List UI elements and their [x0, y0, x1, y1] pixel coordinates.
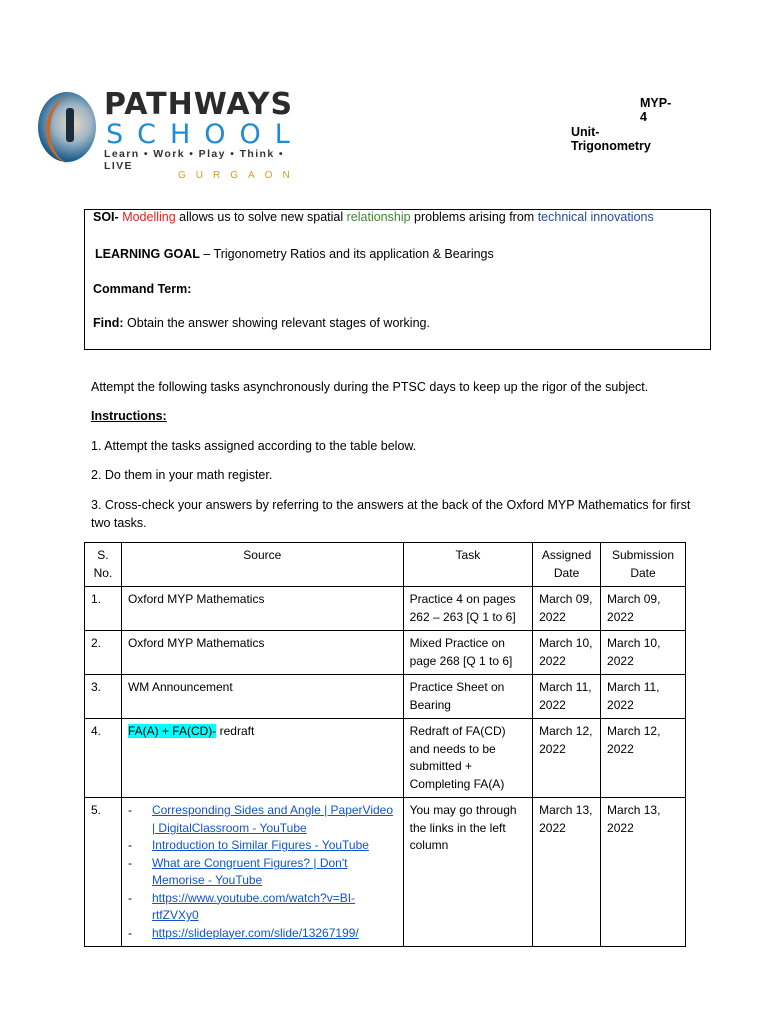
- cell-task: Redraft of FA(CD) and needs to be submitted + Completing FA(A): [403, 719, 533, 798]
- cell-source: Oxford MYP Mathematics: [121, 631, 403, 675]
- school-logo: [38, 86, 304, 184]
- find-label: Find:: [93, 316, 124, 330]
- cell-assigned: March 10, 2022: [533, 631, 601, 675]
- logo-location: GURGAON: [178, 170, 300, 181]
- source-rest: redraft: [216, 724, 255, 738]
- soi-relationship: relationship: [346, 210, 411, 224]
- cell-sno: 2.: [85, 631, 122, 675]
- unit-label: Unit-Trigonometry: [571, 125, 651, 153]
- instruction-step-1: 1. Attempt the tasks assigned according to the table below.: [91, 439, 417, 453]
- header-source: Source: [121, 543, 403, 587]
- cell-source: Oxford MYP Mathematics: [121, 587, 403, 631]
- soi-modelling: Modelling: [122, 210, 176, 224]
- intro-text: Attempt the following tasks asynchronously during the PTSC days to keep up the rigor of the subject.: [91, 380, 649, 394]
- link-item: [128, 855, 397, 890]
- cell-sno: 1.: [85, 587, 122, 631]
- instruction-step-3: 3. Cross-check your answers by referring to the answers at the back of the Oxford MYP Mathematics for first two tasks.: [91, 498, 691, 530]
- cell-submission: March 11, 2022: [601, 675, 686, 719]
- learning-goal-label: LEARNING GOAL: [95, 247, 200, 261]
- link-list: [128, 802, 397, 942]
- grade-label: MYP-4: [640, 96, 672, 124]
- link-item: [128, 925, 397, 943]
- cell-task: Mixed Practice on page 268 [Q 1 to 6]: [403, 631, 533, 675]
- cell-submission: March 09, 2022: [601, 587, 686, 631]
- cell-sno: 5.: [85, 798, 122, 947]
- logo-name: PATHWAYS: [104, 87, 294, 122]
- soi-text-2: problems arising from: [410, 210, 538, 224]
- find-text: Obtain the answer showing relevant stages of working.: [123, 316, 430, 330]
- logo-school: SCHOOL: [106, 119, 304, 150]
- learning-goal-text: – Trigonometry Ratios and its application & Bearings: [199, 247, 494, 261]
- soi-text-1: allows us to solve new spatial: [175, 210, 347, 224]
- command-term-label: Command Term:: [93, 282, 192, 296]
- cell-sno: 4.: [85, 719, 122, 798]
- table-row: [85, 798, 686, 947]
- cell-source: [121, 719, 403, 798]
- header-task: Task: [403, 543, 533, 587]
- cell-task: Practice 4 on pages 262 – 263 [Q 1 to 6]: [403, 587, 533, 631]
- cell-submission: March 10, 2022: [601, 631, 686, 675]
- table-row: [85, 675, 686, 719]
- soi-line: [93, 210, 654, 224]
- link-item: [128, 837, 397, 855]
- soi-box: [84, 209, 711, 350]
- instruction-step-2: 2. Do them in your math register.: [91, 468, 273, 482]
- soi-prefix: SOI-: [93, 210, 119, 224]
- link-slideplayer-url[interactable]: https://slideplayer.com/slide/13267199/: [151, 925, 359, 940]
- cell-assigned: March 13, 2022: [533, 798, 601, 947]
- table-row: [85, 587, 686, 631]
- instructions-label: Instructions:: [91, 409, 167, 423]
- link-corresponding-sides[interactable]: Corresponding Sides and Angle | PaperVideo | DigitalClassroom - YouTube: [151, 803, 394, 835]
- link-congruent-figures[interactable]: What are Congruent Figures? | Don't Memorise - YouTube: [151, 855, 348, 887]
- table-header-row: [85, 543, 686, 587]
- table-row: [85, 719, 686, 798]
- link-similar-figures[interactable]: Introduction to Similar Figures - YouTube: [151, 838, 369, 852]
- find-line: [93, 316, 430, 330]
- header-sno: S. No.: [85, 543, 122, 587]
- learning-goal-line: [95, 247, 494, 261]
- cell-source-links: [121, 798, 403, 947]
- cell-assigned: March 09, 2022: [533, 587, 601, 631]
- task-table: [84, 542, 686, 947]
- highlighted-source: FA(A) + FA(CD)-: [127, 724, 217, 738]
- logo-figure-icon: [66, 108, 74, 142]
- header-assigned: Assigned Date: [533, 543, 601, 587]
- header-submission: Submission Date: [601, 543, 686, 587]
- cell-source: WM Announcement: [121, 675, 403, 719]
- table-row: [85, 631, 686, 675]
- logo-tagline: Learn • Work • Play • Think • LIVE: [104, 148, 284, 172]
- cell-submission: March 12, 2022: [601, 719, 686, 798]
- link-item: [128, 890, 397, 925]
- cell-task: Practice Sheet on Bearing: [403, 675, 533, 719]
- link-item: [128, 802, 397, 837]
- cell-assigned: March 11, 2022: [533, 675, 601, 719]
- cell-assigned: March 12, 2022: [533, 719, 601, 798]
- cell-sno: 3.: [85, 675, 122, 719]
- soi-technical: technical innovations: [537, 210, 654, 224]
- link-youtube-url[interactable]: https://www.youtube.com/watch?v=BI-rtfZVXy0: [151, 890, 356, 922]
- cell-task: You may go through the links in the left column: [403, 798, 533, 947]
- cell-submission: March 13, 2022: [601, 798, 686, 947]
